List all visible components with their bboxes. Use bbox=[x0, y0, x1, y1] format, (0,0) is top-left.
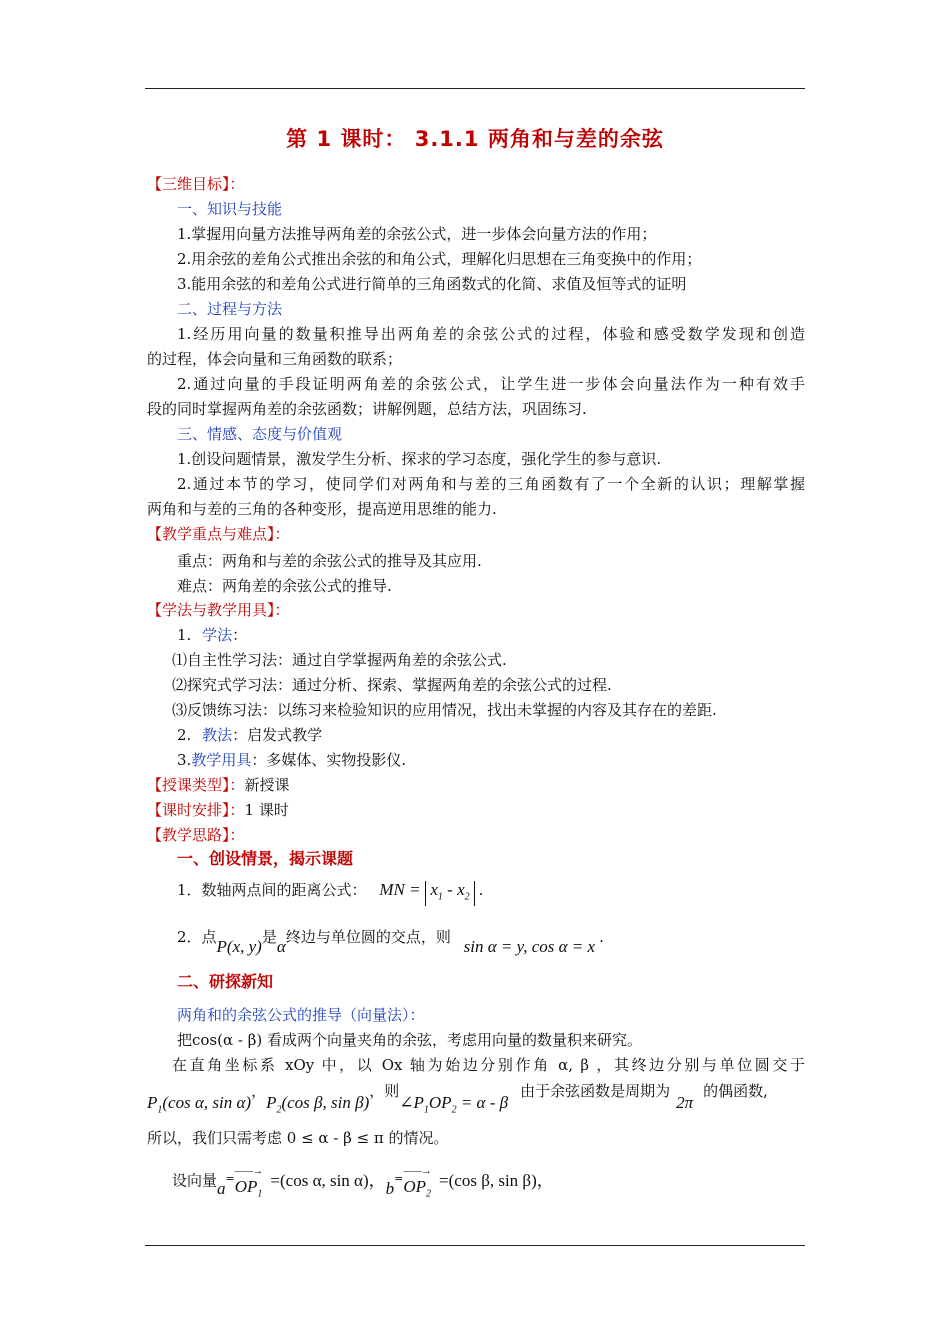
methods-item-1: ⑴自主性学习法：通过自学掌握两角差的余弦公式. bbox=[172, 651, 507, 669]
alpha-symbol: α bbox=[276, 937, 286, 956]
P2-point: $P_2(\cos$ β, sin β) bbox=[266, 1093, 370, 1116]
two-pi: 2π bbox=[676, 1093, 694, 1112]
vector-OP2: ——→ $OP_2$ bbox=[403, 1165, 432, 1200]
keypoints-header: 【教学重点与难点】： bbox=[147, 525, 290, 543]
goals-s2-para1-line1: 1.经历用向量的数量积推导出两角差的余弦公式的过程，体验和感受数学发现和创造 bbox=[177, 325, 805, 343]
schedule-value: 1 课时 bbox=[244, 801, 289, 819]
part2-para3 bbox=[147, 1080, 768, 1116]
part1-item2-a: 2．点 bbox=[177, 928, 217, 946]
goals-item-1: 1.掌握用向量方法推导两角差的余弦公式，进一步体会向量方法的作用； bbox=[177, 225, 657, 243]
vector-OP1: ——→ $OP_1$ bbox=[234, 1165, 263, 1200]
item2-period: . bbox=[599, 928, 604, 946]
point-P: P(x, y) bbox=[216, 937, 262, 956]
bottom-rule bbox=[145, 1245, 805, 1246]
goals-s2-para2-line1: 2.通过向量的手段证明两角差的余弦公式，让学生进一步体会向量法作为一种有效手 bbox=[177, 375, 805, 393]
part1-item2 bbox=[177, 926, 604, 956]
schedule-header: 【课时安排】： bbox=[147, 801, 245, 819]
p5-a: 设向量 bbox=[172, 1171, 218, 1190]
part2-para4: 所以，我们只需考虑 0 ≤ α - β ≤ π 的情况。 bbox=[147, 1129, 449, 1147]
methods-line-2 bbox=[177, 724, 322, 746]
item1-period: . bbox=[478, 881, 484, 899]
part1-title: 一、创设情景，揭示课题 bbox=[177, 849, 354, 868]
methods-line-1 bbox=[177, 624, 247, 646]
p3-then: ，则 bbox=[369, 1082, 400, 1100]
methods-l3-rest: ：多媒体、实物投影仪. bbox=[251, 751, 407, 769]
goals-header: 【三维目标】： bbox=[147, 175, 245, 193]
lesson-type bbox=[147, 774, 290, 796]
lesson-type-value: 新授课 bbox=[244, 776, 290, 794]
p3-text: 由于余弦函数是周期为 bbox=[520, 1082, 671, 1100]
p5-eq: = bbox=[225, 1171, 235, 1185]
goals-s2-para1-line2: 的过程，体会向量和三角函数的联系； bbox=[147, 350, 403, 368]
part2-para1: 把cos(α - β) 看成两个向量夹角的余弦，考虑用向量的数量积来研究。 bbox=[177, 1031, 643, 1049]
unit-circle-formula: sin α = y, cos α = x bbox=[463, 937, 596, 956]
keypoints-focus: 重点：两角和与差的余弦公式的推导及其应用. bbox=[177, 552, 482, 570]
methods-l3-label: 教学用具 bbox=[191, 751, 252, 769]
part1-item1 bbox=[177, 879, 483, 906]
vector-a-value: =(cos α, sin α)， bbox=[270, 1170, 386, 1190]
distance-formula-abs: $x_1 - x_2$ bbox=[425, 881, 474, 906]
schedule bbox=[147, 799, 289, 821]
methods-l2-num: 2. bbox=[177, 726, 192, 744]
part1-item1-text: 1．数轴两点间的距离公式： bbox=[177, 881, 367, 899]
goals-section-3: 三、情感、态度与价值观 bbox=[177, 425, 343, 443]
goals-item-3: 3.能用余弦的和差角公式进行简单的三角函数式的化简、求值及恒等式的证明 bbox=[177, 275, 687, 293]
top-rule bbox=[145, 88, 805, 89]
vector-b-value: =(cos β, sin β)， bbox=[439, 1170, 554, 1190]
goals-s3-para2-line2: 两角和与差的三角的各种变形，提高逆用思维的能力. bbox=[147, 500, 497, 518]
part2-title: 二、研探新知 bbox=[177, 972, 274, 991]
vector-b: b bbox=[385, 1178, 395, 1198]
goals-s2-para2-line2: 段的同时掌握两角差的余弦函数；讲解例题，总结方法，巩固练习. bbox=[147, 400, 587, 418]
vector-a: a bbox=[217, 1178, 226, 1198]
methods-l2-rest: ：启发式教学 bbox=[232, 726, 323, 744]
lesson-type-header: 【授课类型】： bbox=[147, 776, 245, 794]
methods-line-3 bbox=[177, 749, 406, 771]
p5-eq-2: = bbox=[394, 1171, 404, 1185]
methods-l3-num: 3. bbox=[177, 751, 192, 769]
methods-item-2: ⑵探究式学习法：通过分析、探索、掌握两角差的余弦公式的过程. bbox=[172, 676, 612, 694]
methods-l1-num: 1. bbox=[177, 626, 192, 644]
methods-l2-label: 教法 bbox=[202, 726, 233, 744]
methods-l1-label: 学法 bbox=[202, 626, 233, 644]
keypoints-difficulty: 难点：两角差的余弦公式的推导. bbox=[177, 577, 392, 595]
part2-subtitle: 两角和的余弦公式的推导（向量法）： bbox=[177, 1006, 425, 1024]
part2-para5 bbox=[172, 1162, 554, 1201]
goals-s3-para2-line1: 2.通过本节的学习，使同学们对两角和与差的三角函数有了一个全新的认识；理解掌握 bbox=[177, 475, 805, 493]
approach-header: 【教学思路】： bbox=[147, 826, 245, 844]
goals-section-2: 二、过程与方法 bbox=[177, 300, 283, 318]
x1-var: x bbox=[430, 880, 438, 899]
P1-point: $P_1(\cos$ α, sin α) bbox=[147, 1093, 252, 1116]
goals-item-2: 2.用余弦的差角公式推出余弦的和角公式，理解化归思想在三角变换中的作用； bbox=[177, 250, 702, 268]
p3-sep: ， bbox=[251, 1082, 267, 1100]
goals-section-1: 一、知识与技能 bbox=[177, 200, 283, 218]
page-title: 第 1 课时： 3.1.1 两角和与差的余弦 bbox=[286, 127, 664, 151]
part1-item2-c: 终边与单位圆的交点，则 bbox=[285, 928, 451, 946]
p3-text2: 的偶函数, bbox=[703, 1082, 768, 1100]
angle-P1OP2: $\angle P_1OP_2 = \alpha - \beta$ bbox=[399, 1093, 509, 1116]
distance-formula-lhs: MN = bbox=[379, 880, 421, 899]
x2-var: x bbox=[457, 880, 465, 899]
part2-para2: 在直角坐标系 xOy 中，以 Ox 轴为始边分别作角 α, β ，其终边分别与单位圆交于 bbox=[172, 1056, 805, 1074]
part1-item2-b: 是 bbox=[261, 928, 277, 946]
goals-s3-para1: 1.创设问题情景，激发学生分析、探求的学习态度，强化学生的参与意识. bbox=[177, 450, 662, 468]
methods-item-3: ⑶反馈练习法：以练习来检验知识的应用情况，找出未掌握的内容及其存在的差距. bbox=[172, 701, 717, 719]
methods-header: 【学法与教学用具】： bbox=[147, 601, 290, 619]
methods-l1-rest: ： bbox=[232, 626, 248, 644]
